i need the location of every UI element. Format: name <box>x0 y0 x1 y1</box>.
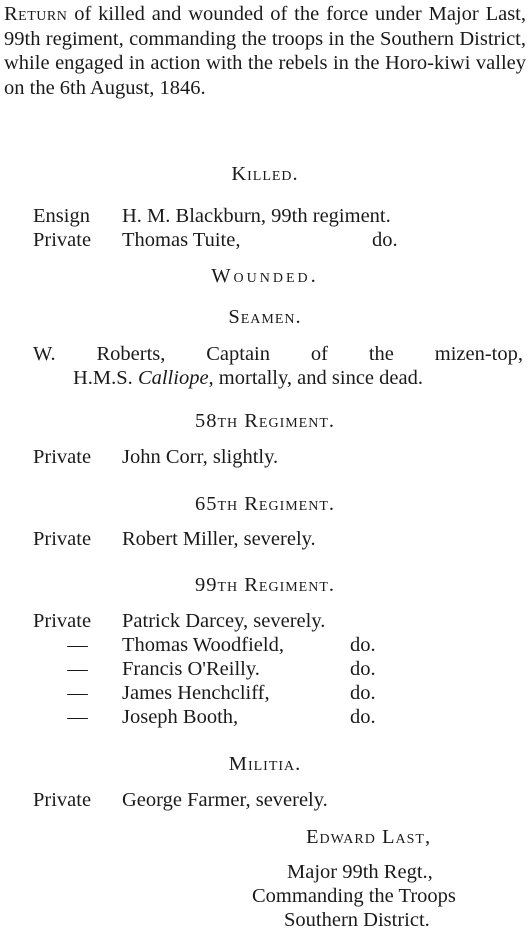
reg65-heading: 65th Regiment. <box>194 493 336 515</box>
entry-rank: Ensign <box>33 205 90 227</box>
entry-rank: Private <box>33 229 92 251</box>
seamen-entry-line-2 <box>73 366 423 390</box>
reg58-entry <box>33 445 278 469</box>
seamen-status: , mortally, and since dead. <box>208 367 423 389</box>
entry-ditto: do. <box>350 682 376 704</box>
ditto-dash: — <box>67 658 88 680</box>
entry-name: George Farmer, severely. <box>122 789 328 811</box>
ditto-dash: — <box>67 706 88 728</box>
reg99-entry-3 <box>33 657 376 681</box>
killed-entry-1 <box>33 204 391 228</box>
reg58-heading: 58th Regiment. <box>194 410 336 432</box>
intro-text: of killed and wounded of the force under Major Last, 99th regiment, commanding the troops in the Southern District, while engaged in action with the rebels in the Horo-kiwi valley on the 6th August, 1846. <box>4 3 526 99</box>
reg65-entry <box>33 527 316 551</box>
entry-name: Joseph Booth, <box>122 706 239 728</box>
wounded-heading: Wounded. <box>211 265 319 287</box>
militia-entry <box>33 788 328 812</box>
entry-rank: Private <box>33 446 92 468</box>
ship-name: Calliope <box>137 367 209 389</box>
entry-rank: Private <box>33 528 92 550</box>
entry-ditto: do. <box>350 706 376 728</box>
entry-ditto: do. <box>350 658 376 680</box>
killed-heading: Killed. <box>231 163 299 185</box>
entry-name: Thomas Woodfield, <box>122 634 284 656</box>
signature-name: Edward Last, <box>306 826 432 848</box>
entry-name: James Henchcliff, <box>122 682 270 704</box>
entry-name: Patrick Darcey, severely. <box>122 610 326 632</box>
signature-command: Commanding the Troops <box>252 885 456 907</box>
reg99-heading: 99th Regiment. <box>194 574 336 596</box>
killed-entry-2 <box>33 228 398 252</box>
militia-heading: Militia. <box>228 753 302 775</box>
seamen-heading: Seamen. <box>228 306 302 328</box>
reg99-entry-4 <box>33 681 376 705</box>
entry-rank: Private <box>33 789 92 811</box>
entry-name: H. M. Blackburn, 99th regiment. <box>122 205 391 227</box>
entry-rank: Private <box>33 610 92 632</box>
entry-name: Francis O'Reilly. <box>122 658 260 680</box>
entry-ditto: do. <box>372 229 398 251</box>
entry-name: John Corr, slightly. <box>122 446 279 468</box>
reg99-entry-5 <box>33 705 376 729</box>
entry-name: Thomas Tuite, <box>122 229 241 251</box>
entry-name: Robert Miller, severely. <box>122 528 316 550</box>
signature-rank: Major 99th Regt., <box>287 861 433 883</box>
intro-paragraph <box>4 2 526 100</box>
reg99-entry-2 <box>33 633 376 657</box>
signature-district: Southern District. <box>284 909 430 931</box>
ditto-dash: — <box>67 634 88 656</box>
ship-prefix: H.M.S. <box>73 367 138 389</box>
entry-ditto: do. <box>350 634 376 656</box>
intro-lead-word: Return <box>4 3 68 25</box>
reg99-entry-1 <box>33 609 325 633</box>
seamen-entry-line-1: W. Roberts, Captain of the mizen-top, <box>33 343 523 365</box>
ditto-dash: — <box>67 682 88 704</box>
